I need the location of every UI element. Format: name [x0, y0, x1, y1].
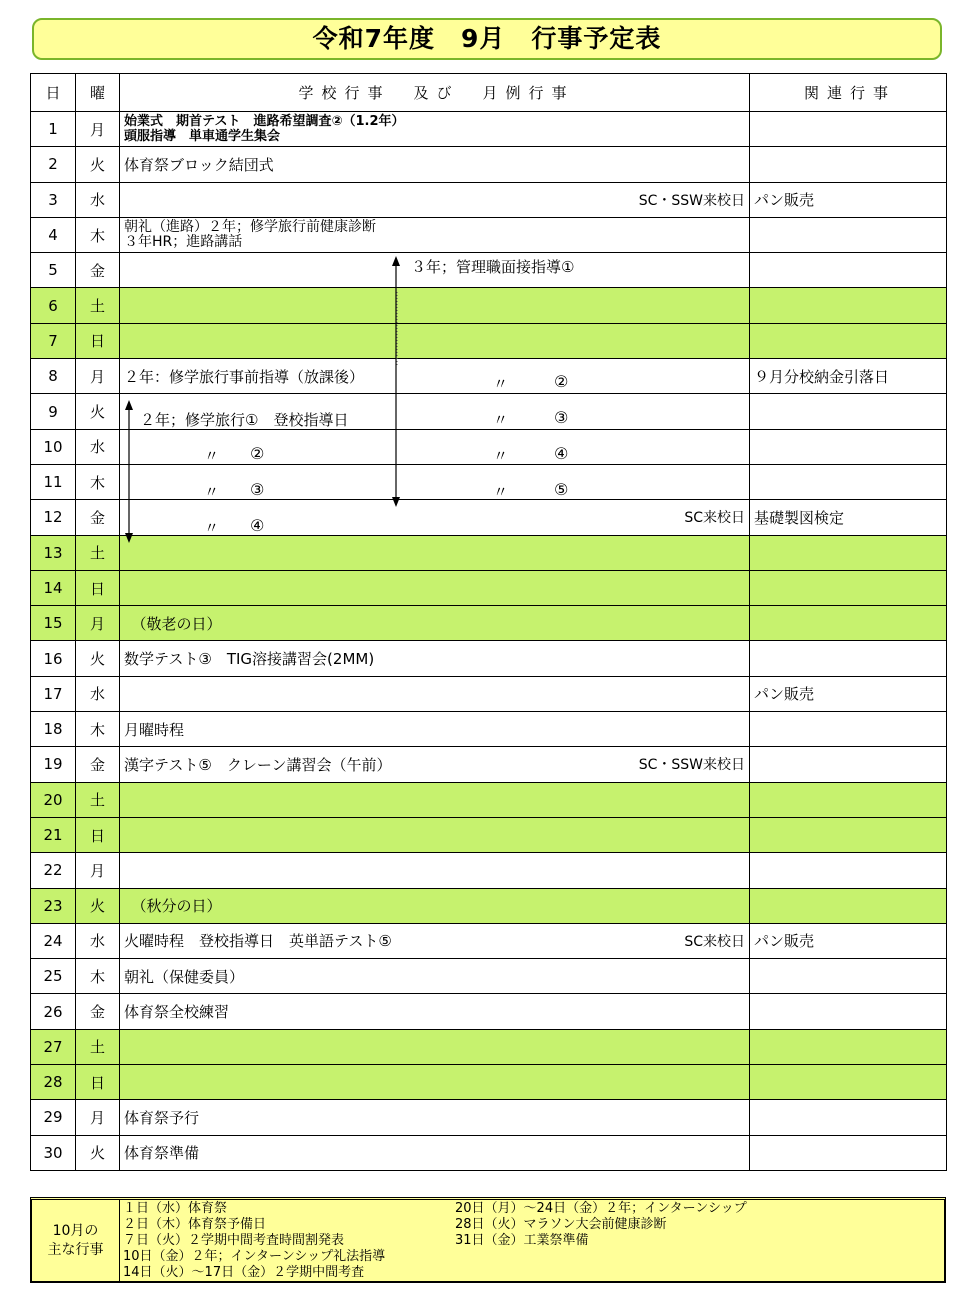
- day-cell: 28: [31, 1065, 76, 1100]
- table-row: [31, 359, 947, 394]
- event-line-2: ３年HR；進路講話: [124, 234, 243, 251]
- day-cell: 6: [31, 288, 76, 323]
- event-line-1: 朝礼（進路）２年；修学旅行前健康診断: [124, 219, 376, 236]
- event-text: 月曜時程: [124, 720, 185, 739]
- october-item: ７日（火）２学期中間考査時間割発表: [123, 1233, 345, 1248]
- day-cell: 14: [31, 570, 76, 605]
- related-event-cell: [750, 570, 947, 605]
- event-text: 体育祭ブロック結団式: [124, 155, 274, 174]
- related-event-cell: [750, 535, 947, 570]
- table-row: [31, 606, 947, 641]
- weekday-cell: 水: [76, 923, 120, 958]
- weekday-cell: 月: [76, 853, 120, 888]
- day-cell: 25: [31, 959, 76, 994]
- related-event-cell: [750, 853, 947, 888]
- school-event-cell: [120, 676, 750, 711]
- interview-ditto-9: 〃: [493, 411, 509, 429]
- interview-num-8: ②: [554, 372, 569, 391]
- weekday-cell: 日: [76, 570, 120, 605]
- school-event-cell: [120, 535, 750, 570]
- weekday-cell: 木: [76, 217, 120, 252]
- weekday-cell: 日: [76, 323, 120, 358]
- october-right-list: [455, 1201, 747, 1249]
- day-cell: 26: [31, 994, 76, 1029]
- school-event-cell: [120, 782, 750, 817]
- related-event-cell: [750, 747, 947, 782]
- related-event-cell: [750, 253, 947, 288]
- school-event-cell: [120, 1029, 750, 1064]
- table-row: [31, 817, 947, 852]
- weekday-cell: 火: [76, 147, 120, 182]
- october-item: 20日（月）～24日（金）２年；インターンシップ: [455, 1201, 747, 1216]
- table-row: [31, 217, 947, 252]
- trip-num-11: ③: [250, 480, 265, 499]
- trip-num-12: ④: [250, 516, 265, 535]
- day-cell: 15: [31, 606, 76, 641]
- related-event-cell: [750, 712, 947, 747]
- header-related-events: 関連行事: [750, 74, 947, 112]
- day-cell: 9: [31, 394, 76, 429]
- table-row: [31, 923, 947, 958]
- day-cell: 4: [31, 217, 76, 252]
- weekday-cell: 木: [76, 959, 120, 994]
- related-event-cell: [750, 288, 947, 323]
- day-cell: 8: [31, 359, 76, 394]
- school-event-cell: [120, 1065, 750, 1100]
- counselor-visit-note: SC来校日: [684, 933, 745, 950]
- related-event-cell: [750, 641, 947, 676]
- weekday-cell: 土: [76, 782, 120, 817]
- day-cell: 21: [31, 817, 76, 852]
- header-day: 日: [31, 74, 76, 112]
- event-text: 火曜時程 登校指導日 英単語テスト⑤: [124, 932, 392, 951]
- related-event-cell: [750, 217, 947, 252]
- table-row: [31, 747, 947, 782]
- related-event-cell: [750, 147, 947, 182]
- table-row: [31, 288, 947, 323]
- interview-label: ３年；管理職面接指導①: [411, 258, 575, 276]
- october-events-box: [30, 1197, 946, 1283]
- day-cell: 1: [31, 112, 76, 147]
- school-event-cell: [120, 641, 750, 676]
- weekday-cell: 土: [76, 1029, 120, 1064]
- related-event-cell: [750, 394, 947, 429]
- related-event-cell: [750, 994, 947, 1029]
- table-row: [31, 1029, 947, 1064]
- school-event-cell: [120, 1135, 750, 1170]
- related-event-cell: [750, 1065, 947, 1100]
- event-text: （秋分の日）: [124, 897, 222, 916]
- related-event-cell: [750, 1029, 947, 1064]
- interview-ditto-8: 〃: [493, 375, 509, 393]
- interview-ditto-11: 〃: [493, 483, 509, 501]
- weekday-cell: 木: [76, 464, 120, 499]
- weekday-cell: 水: [76, 676, 120, 711]
- table-row: [31, 112, 947, 147]
- event-line-2: 頭服指導 単車通学生集会: [124, 129, 281, 145]
- day-cell: 29: [31, 1100, 76, 1135]
- day-cell: 11: [31, 464, 76, 499]
- october-label-line1: 10月の: [52, 1222, 99, 1239]
- day-cell: 12: [31, 500, 76, 535]
- day-cell: 17: [31, 676, 76, 711]
- weekday-cell: 火: [76, 641, 120, 676]
- event-text: ２年：修学旅行事前指導（放課後）: [124, 367, 365, 386]
- weekday-cell: 土: [76, 288, 120, 323]
- day-cell: 23: [31, 888, 76, 923]
- school-event-cell: [120, 959, 750, 994]
- weekday-cell: 月: [76, 606, 120, 641]
- table-row: [31, 500, 947, 535]
- table-row: [31, 888, 947, 923]
- table-row: [31, 641, 947, 676]
- weekday-cell: 水: [76, 429, 120, 464]
- school-event-cell: [120, 359, 750, 394]
- related-event-cell: [750, 323, 947, 358]
- school-event-cell: [120, 888, 750, 923]
- school-event-cell: [120, 606, 750, 641]
- october-item: 31日（金）工業祭準備: [455, 1233, 589, 1248]
- table-row: [31, 535, 947, 570]
- october-item: 10日（金）２年；インターンシップ礼法指導: [123, 1249, 386, 1264]
- related-event-cell: [750, 959, 947, 994]
- table-header-row: [31, 74, 947, 112]
- weekday-cell: 日: [76, 817, 120, 852]
- school-event-cell: [120, 570, 750, 605]
- weekday-cell: 土: [76, 535, 120, 570]
- table-row: [31, 676, 947, 711]
- school-event-cell: [120, 747, 750, 782]
- table-row: [31, 853, 947, 888]
- schedule-table: [30, 73, 947, 1171]
- trip-label: ２年；修学旅行① 登校指導日: [140, 411, 349, 429]
- day-cell: 2: [31, 147, 76, 182]
- table-row: [31, 1065, 947, 1100]
- related-event-cell: [750, 112, 947, 147]
- table-row: [31, 959, 947, 994]
- event-line-1: 始業式 期首テスト 進路希望調査②（1.2年）: [124, 114, 405, 130]
- school-event-cell: [120, 288, 750, 323]
- weekday-cell: 火: [76, 888, 120, 923]
- day-cell: 19: [31, 747, 76, 782]
- october-item: ２日（木）体育祭予備日: [123, 1217, 267, 1232]
- related-event-cell: パン販売: [750, 182, 947, 217]
- october-label-line2: 主な行事: [47, 1241, 104, 1258]
- weekday-cell: 月: [76, 112, 120, 147]
- table-row: [31, 782, 947, 817]
- counselor-visit-note: SC来校日: [684, 510, 745, 527]
- october-item: 14日（火）～17日（金）２学期中間考査: [123, 1265, 365, 1280]
- related-event-cell: 基礎製図検定: [750, 500, 947, 535]
- weekday-cell: 月: [76, 1100, 120, 1135]
- october-item: １日（水）体育祭: [123, 1201, 228, 1216]
- school-event-cell: [120, 323, 750, 358]
- day-cell: 18: [31, 712, 76, 747]
- october-item: 28日（火）マラソン大会前健康診断: [455, 1217, 667, 1232]
- counselor-visit-note: SC・SSW来校日: [638, 192, 745, 209]
- related-event-cell: [750, 464, 947, 499]
- table-row: [31, 712, 947, 747]
- weekday-cell: 木: [76, 712, 120, 747]
- october-left-list: [123, 1201, 385, 1281]
- event-text: 体育祭予行: [124, 1108, 200, 1127]
- table-row: [31, 464, 947, 499]
- weekday-cell: 火: [76, 1135, 120, 1170]
- interview-num-9: ③: [554, 408, 569, 427]
- school-event-cell: [120, 712, 750, 747]
- school-event-cell: [120, 923, 750, 958]
- event-text: 体育祭全校練習: [124, 1003, 230, 1022]
- school-event-cell: [120, 147, 750, 182]
- header-school-events: 学校行事 及び 月例行事: [120, 74, 750, 112]
- weekday-cell: 水: [76, 182, 120, 217]
- table-row: [31, 570, 947, 605]
- day-cell: 16: [31, 641, 76, 676]
- table-row: [31, 994, 947, 1029]
- trip-ditto-10: 〃: [204, 447, 220, 465]
- interview-num-10: ④: [554, 444, 569, 463]
- weekday-cell: 金: [76, 500, 120, 535]
- related-event-cell: [750, 429, 947, 464]
- related-event-cell: [750, 1135, 947, 1170]
- table-row: [31, 147, 947, 182]
- interview-num-11: ⑤: [554, 480, 569, 499]
- school-event-cell: [120, 817, 750, 852]
- school-event-cell: [120, 112, 750, 147]
- table-row: [31, 182, 947, 217]
- counselor-visit-note: SC・SSW来校日: [638, 757, 745, 774]
- day-cell: 24: [31, 923, 76, 958]
- weekday-cell: 火: [76, 394, 120, 429]
- school-event-cell: [120, 994, 750, 1029]
- weekday-cell: 金: [76, 747, 120, 782]
- related-event-cell: [750, 782, 947, 817]
- weekday-cell: 金: [76, 253, 120, 288]
- trip-ditto-12: 〃: [204, 519, 220, 537]
- day-cell: 13: [31, 535, 76, 570]
- table-row: [31, 1135, 947, 1170]
- header-weekday: 曜: [76, 74, 120, 112]
- day-cell: 7: [31, 323, 76, 358]
- page-title: 令和7年度 9月 行事予定表: [32, 18, 942, 60]
- event-text: 朝礼（保健委員）: [124, 967, 245, 986]
- related-event-cell: ９月分校納金引落日: [750, 359, 947, 394]
- table-row: [31, 429, 947, 464]
- table-row: [31, 323, 947, 358]
- related-event-cell: [750, 1100, 947, 1135]
- day-cell: 3: [31, 182, 76, 217]
- school-event-cell: [120, 182, 750, 217]
- day-cell: 5: [31, 253, 76, 288]
- related-event-cell: パン販売: [750, 676, 947, 711]
- school-event-cell: [120, 853, 750, 888]
- weekday-cell: 月: [76, 359, 120, 394]
- related-event-cell: パン販売: [750, 923, 947, 958]
- event-text: （敬老の日）: [124, 614, 222, 633]
- day-cell: 30: [31, 1135, 76, 1170]
- table-row: [31, 1100, 947, 1135]
- day-cell: 22: [31, 853, 76, 888]
- day-cell: 20: [31, 782, 76, 817]
- related-event-cell: [750, 888, 947, 923]
- trip-ditto-11: 〃: [204, 483, 220, 501]
- related-event-cell: [750, 606, 947, 641]
- weekday-cell: 日: [76, 1065, 120, 1100]
- event-text: 漢字テスト⑤ クレーン講習会（午前）: [124, 755, 392, 774]
- school-event-cell: [120, 217, 750, 252]
- weekday-cell: 金: [76, 994, 120, 1029]
- day-cell: 27: [31, 1029, 76, 1064]
- event-text: 体育祭準備: [124, 1144, 200, 1163]
- interview-ditto-10: 〃: [493, 447, 509, 465]
- day-cell: 10: [31, 429, 76, 464]
- trip-num-10: ②: [250, 444, 265, 463]
- event-text: 数学テスト③ TIG溶接講習会(2MM): [124, 650, 375, 669]
- school-event-cell: [120, 1100, 750, 1135]
- related-event-cell: [750, 817, 947, 852]
- october-label: [32, 1200, 120, 1281]
